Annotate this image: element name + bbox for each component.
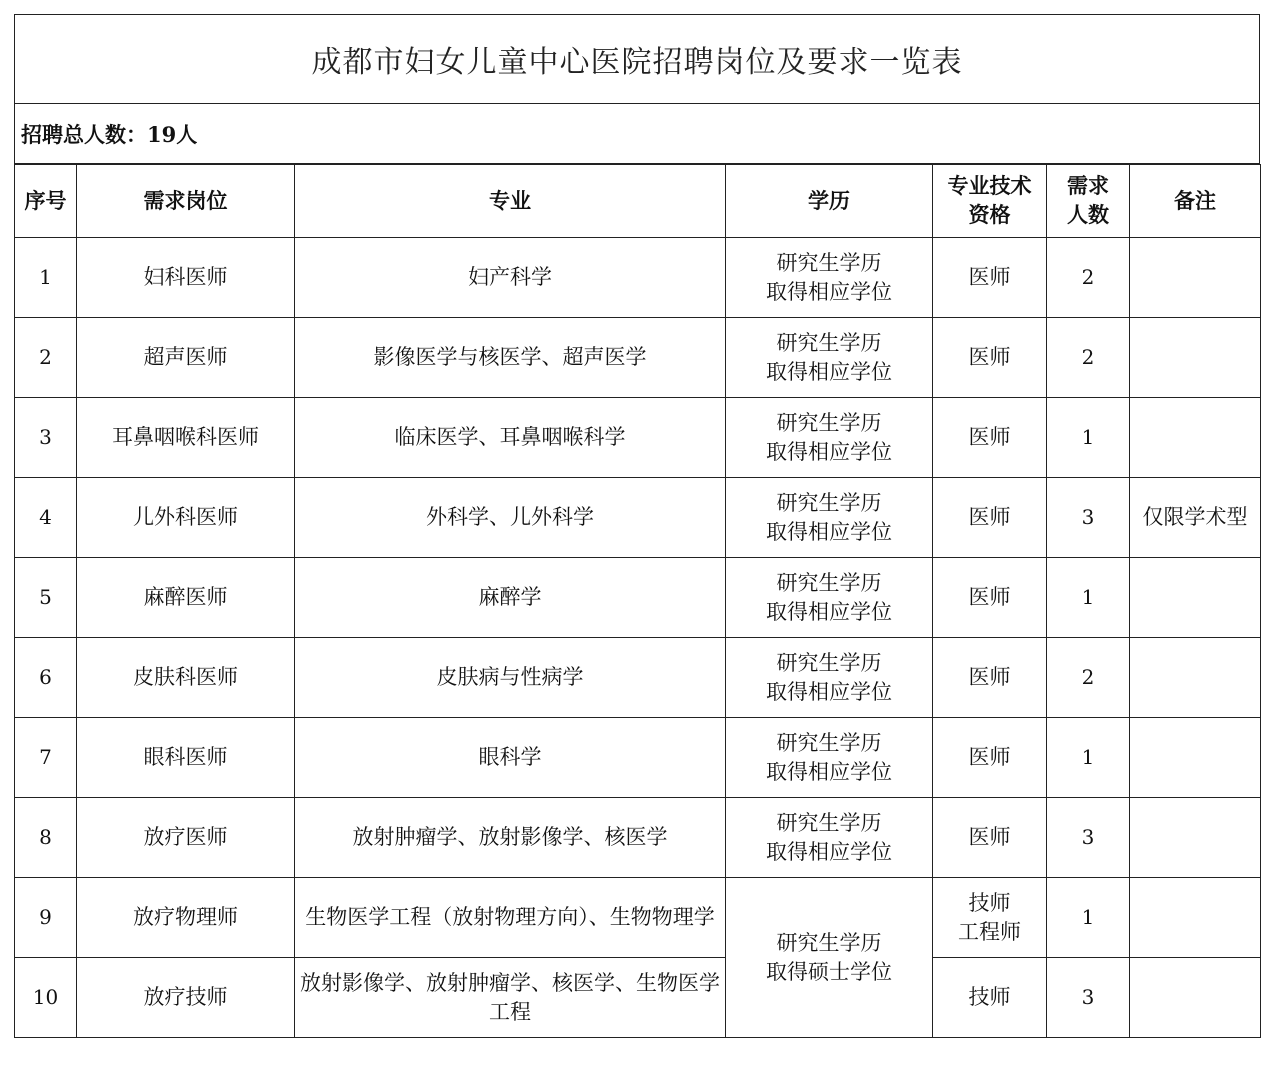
table-row (15, 878, 1261, 958)
table-row (15, 958, 1261, 1038)
education-cell (726, 718, 933, 798)
serial-cell: 3 (15, 398, 77, 478)
education-line: 研究生学历 (776, 930, 882, 955)
header-qualification-line2: 资格 (968, 203, 1011, 227)
education-cell (726, 638, 933, 718)
qualification-cell (933, 718, 1047, 798)
education-line: 取得相应学位 (766, 279, 892, 304)
education-cell (726, 478, 933, 558)
notes-cell (1130, 718, 1261, 798)
position-cell: 超声医师 (77, 318, 295, 398)
qualification-cell (933, 638, 1047, 718)
serial-cell: 1 (15, 238, 77, 318)
qualification-line: 医师 (968, 585, 1011, 609)
position-cell: 儿外科医师 (77, 478, 295, 558)
qualification-line: 医师 (968, 425, 1011, 449)
qualification-cell (933, 318, 1047, 398)
header-qualification (933, 165, 1047, 238)
position-cell: 皮肤科医师 (77, 638, 295, 718)
header-education: 学历 (726, 165, 933, 238)
serial-cell: 4 (15, 478, 77, 558)
education-line: 取得相应学位 (766, 359, 892, 384)
education-line: 取得相应学位 (766, 759, 892, 784)
qualification-cell (933, 798, 1047, 878)
notes-cell (1130, 238, 1261, 318)
major-cell: 妇产科学 (295, 238, 726, 318)
education-cell (726, 798, 933, 878)
education-line: 取得相应学位 (766, 839, 892, 864)
count-cell: 3 (1047, 958, 1130, 1038)
serial-cell: 6 (15, 638, 77, 718)
education-cell (726, 398, 933, 478)
education-line: 取得相应学位 (766, 599, 892, 624)
table-row (15, 558, 1261, 638)
education-cell (726, 238, 933, 318)
header-count-line2: 人数 (1067, 203, 1109, 227)
education-cell (726, 558, 933, 638)
position-cell: 耳鼻咽喉科医师 (77, 398, 295, 478)
qualification-line: 医师 (968, 665, 1011, 689)
major-cell: 影像医学与核医学、超声医学 (295, 318, 726, 398)
table-row (15, 238, 1261, 318)
qualification-line: 医师 (968, 265, 1011, 289)
education-line: 研究生学历 (776, 250, 882, 275)
count-cell: 1 (1047, 878, 1130, 958)
qualification-line: 工程师 (958, 919, 1021, 944)
qualification-line: 医师 (968, 505, 1011, 529)
education-line: 研究生学历 (776, 330, 882, 355)
education-cell (726, 318, 933, 398)
notes-cell (1130, 318, 1261, 398)
count-cell: 1 (1047, 398, 1130, 478)
education-line: 研究生学历 (776, 650, 882, 675)
notes-cell (1130, 638, 1261, 718)
header-notes: 备注 (1130, 165, 1261, 238)
qualification-cell (933, 958, 1047, 1038)
major-cell: 放射肿瘤学、放射影像学、核医学 (295, 798, 726, 878)
total-recruits (14, 104, 1260, 164)
header-count-line1: 需求 (1067, 174, 1109, 198)
major-cell: 生物医学工程（放射物理方向）、生物物理学 (295, 878, 726, 958)
notes-cell (1130, 558, 1261, 638)
education-line: 取得相应学位 (766, 439, 892, 464)
education-line: 取得相应学位 (766, 519, 892, 544)
serial-cell: 7 (15, 718, 77, 798)
qualification-cell (933, 478, 1047, 558)
position-cell: 放疗技师 (77, 958, 295, 1038)
qualification-line: 医师 (968, 345, 1011, 369)
serial-cell: 5 (15, 558, 77, 638)
header-serial: 序号 (15, 165, 77, 238)
position-cell: 放疗医师 (77, 798, 295, 878)
major-cell: 外科学、儿外科学 (295, 478, 726, 558)
serial-cell: 8 (15, 798, 77, 878)
count-cell: 2 (1047, 238, 1130, 318)
education-line: 取得硕士学位 (766, 959, 892, 984)
notes-cell (1130, 398, 1261, 478)
header-position: 需求岗位 (77, 165, 295, 238)
count-cell: 2 (1047, 638, 1130, 718)
qualification-cell (933, 878, 1047, 958)
major-cell: 皮肤病与性病学 (295, 638, 726, 718)
count-cell: 3 (1047, 478, 1130, 558)
table-row (15, 478, 1261, 558)
notes-cell: 仅限学术型 (1130, 478, 1261, 558)
position-cell: 放疗物理师 (77, 878, 295, 958)
recruitment-sheet (14, 14, 1260, 1066)
major-cell: 放射影像学、放射肿瘤学、核医学、生物医学工程 (295, 958, 726, 1038)
table-row (15, 638, 1261, 718)
education-line: 研究生学历 (776, 570, 882, 595)
education-line: 研究生学历 (776, 730, 882, 755)
major-cell: 临床医学、耳鼻咽喉科学 (295, 398, 726, 478)
education-line: 研究生学历 (776, 810, 882, 835)
count-cell: 3 (1047, 798, 1130, 878)
major-cell: 麻醉学 (295, 558, 726, 638)
table-row (15, 318, 1261, 398)
table-row (15, 718, 1261, 798)
count-cell: 1 (1047, 718, 1130, 798)
page-title: 成都市妇女儿童中心医院招聘岗位及要求一览表 (14, 14, 1260, 104)
position-cell: 麻醉医师 (77, 558, 295, 638)
qualification-cell (933, 238, 1047, 318)
count-cell: 2 (1047, 318, 1130, 398)
education-line: 研究生学历 (776, 490, 882, 515)
total-label: 招聘总人数： (21, 122, 147, 147)
header-major: 专业 (295, 165, 726, 238)
serial-cell: 9 (15, 878, 77, 958)
education-line: 研究生学历 (776, 410, 882, 435)
serial-cell: 10 (15, 958, 77, 1038)
qualification-line: 医师 (968, 825, 1011, 849)
position-cell: 眼科医师 (77, 718, 295, 798)
notes-cell (1130, 958, 1261, 1038)
education-cell-merged (726, 878, 933, 1038)
qualification-line: 技师 (968, 890, 1011, 915)
header-row (15, 165, 1261, 238)
qualification-cell (933, 558, 1047, 638)
table-row (15, 398, 1261, 478)
header-count (1047, 165, 1130, 238)
qualification-cell (933, 398, 1047, 478)
table-row (15, 798, 1261, 878)
total-value: 19人 (147, 121, 198, 147)
qualification-line: 医师 (968, 745, 1011, 769)
position-cell: 妇科医师 (77, 238, 295, 318)
count-cell: 1 (1047, 558, 1130, 638)
header-qualification-line1: 专业技术 (947, 174, 1032, 198)
serial-cell: 2 (15, 318, 77, 398)
positions-table (14, 164, 1261, 1038)
education-line: 取得相应学位 (766, 679, 892, 704)
notes-cell (1130, 878, 1261, 958)
notes-cell (1130, 798, 1261, 878)
major-cell: 眼科学 (295, 718, 726, 798)
qualification-line: 技师 (968, 985, 1011, 1009)
